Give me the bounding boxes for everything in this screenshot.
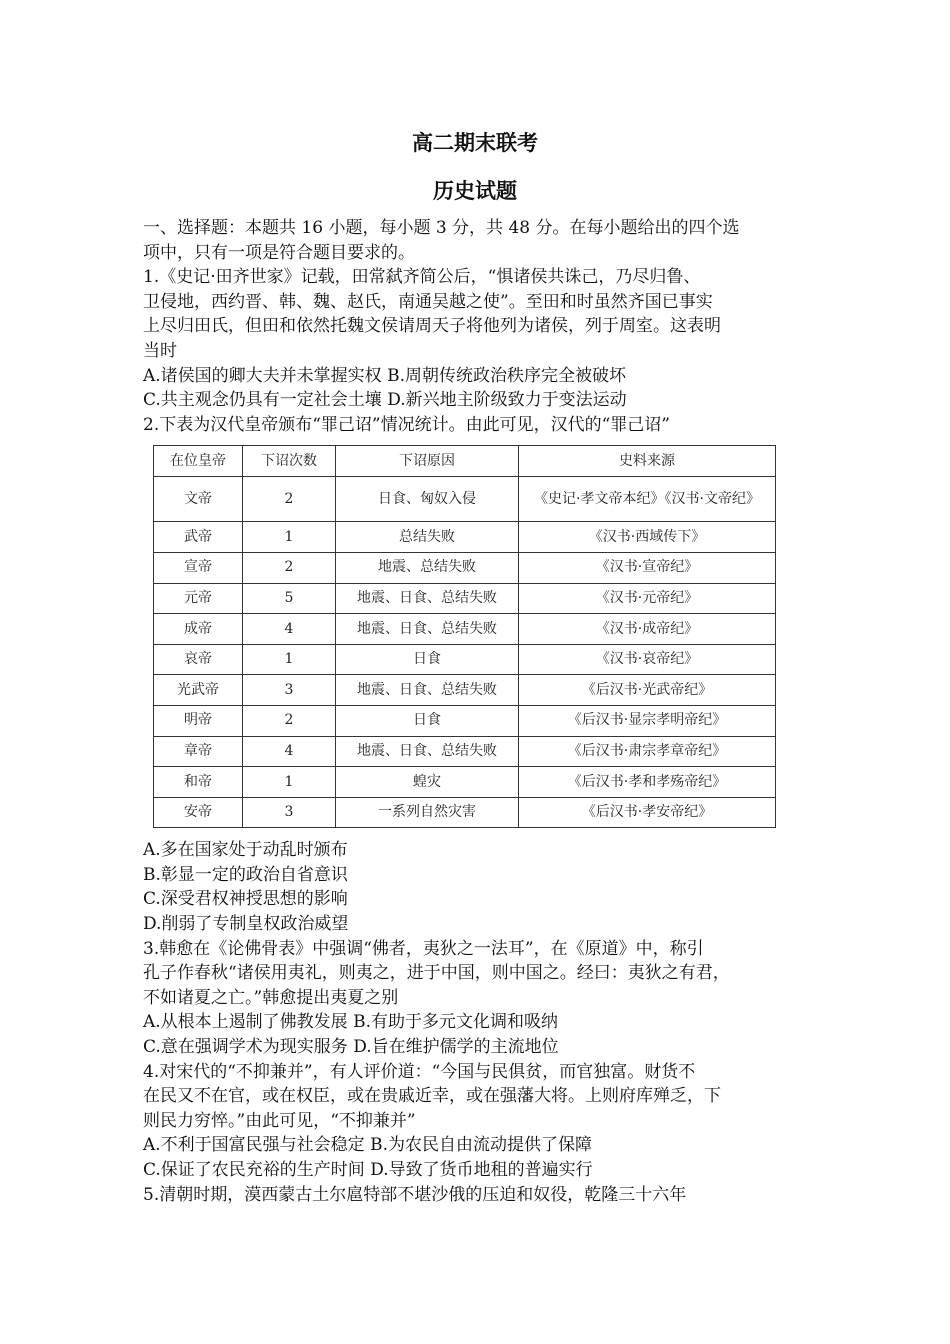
cell-count: 3	[243, 797, 336, 828]
cell-source: 《汉书·宣帝纪》	[519, 552, 776, 583]
exam-title: 高二期末联考	[412, 130, 538, 155]
header-emperor: 在位皇帝	[154, 446, 243, 477]
cell-emperor: 和帝	[154, 767, 243, 798]
cell-source: 《后汉书·显宗孝明帝纪》	[519, 705, 776, 736]
cell-source: 《后汉书·孝安帝纪》	[519, 797, 776, 828]
table-row	[154, 736, 776, 767]
cell-emperor: 安帝	[154, 797, 243, 828]
q2-option-line: A.多在国家处于动乱时颁布	[143, 840, 348, 861]
cell-source: 《汉书·西域传下》	[519, 522, 776, 553]
header-source: 史料来源	[519, 446, 776, 477]
q3-option-line: C.意在强调学术为现实服务 D.旨在维护儒学的主流地位	[143, 1037, 559, 1058]
q4-stem-line: 在民又不在官，或在权臣，或在贵戚近幸，或在强藩大将。上则府库殚乏，下	[143, 1086, 721, 1107]
section-intro-line: 项中，只有一项是符合题目要求的。	[143, 242, 415, 263]
exam-subtitle: 历史试题	[433, 178, 517, 203]
q4-stem-line: 则民力穷悴。”由此可见，“不抑兼并”	[143, 1110, 416, 1131]
q4-option-line: C.保证了农民充裕的生产时间 D.导致了货币地租的普遍实行	[143, 1160, 593, 1180]
table-row	[154, 675, 776, 706]
table-row	[154, 477, 776, 522]
cell-reason: 日食	[336, 705, 519, 736]
cell-count: 3	[243, 675, 336, 706]
cell-reason: 一系列自然灾害	[336, 797, 519, 828]
cell-source: 《后汉书·孝和孝殇帝纪》	[519, 767, 776, 798]
table-row	[154, 705, 776, 736]
cell-emperor: 元帝	[154, 583, 243, 614]
cell-emperor: 武帝	[154, 522, 243, 553]
cell-count: 4	[243, 614, 336, 645]
cell-emperor: 光武帝	[154, 675, 243, 706]
cell-reason: 总结失败	[336, 522, 519, 553]
table-row	[154, 583, 776, 614]
q4-stem-line: 4.对宋代的“不抑兼并”，有人评价道：“今国与民俱贫，而官独富。财货不	[143, 1061, 696, 1082]
q3-stem-line: 孔子作春秋“诸侯用夷礼，则夷之，进于中国，则中国之。经曰：夷狄之有君，	[143, 963, 730, 984]
q5-stem-line: 5.清朝时期，漠西蒙古土尔扈特部不堪沙俄的压迫和奴役，乾隆三十六年	[143, 1184, 687, 1205]
cell-count: 2	[243, 705, 336, 736]
cell-reason: 日食、匈奴入侵	[336, 477, 519, 522]
q2-option-line: D.削弱了专制皇权政治威望	[143, 914, 349, 935]
q3-stem-line: 3.韩愈在《论佛骨表》中强调“佛者，夷狄之一法耳”，在《原道》中，称引	[143, 938, 704, 959]
q1-stem-line: 当时	[143, 340, 177, 361]
q3-option-line: A.从根本上遏制了佛教发展 B.有助于多元文化调和吸纳	[143, 1012, 558, 1033]
table-row	[154, 797, 776, 828]
cell-source: 《汉书·哀帝纪》	[519, 644, 776, 675]
q1-stem-line: 1.《史记·田齐世家》记载，田常弑齐简公后，“惧诸侯共诛己，乃尽归鲁、	[143, 267, 701, 288]
q2-option-line: B.彰显一定的政治自省意识	[143, 864, 348, 885]
cell-source: 《后汉书·肃宗孝章帝纪》	[519, 736, 776, 767]
cell-emperor: 文帝	[154, 477, 243, 522]
cell-reason: 地震、总结失败	[336, 552, 519, 583]
cell-reason: 蝗灾	[336, 767, 519, 798]
cell-source: 《后汉书·光武帝纪》	[519, 675, 776, 706]
cell-source: 《汉书·元帝纪》	[519, 583, 776, 614]
cell-count: 2	[243, 477, 336, 522]
table-header-row	[154, 446, 776, 477]
q2-option-line: C.深受君权神授思想的影响	[143, 889, 348, 910]
cell-source: 《史记·孝文帝本纪》《汉书·文帝纪》	[519, 477, 776, 522]
cell-emperor: 哀帝	[154, 644, 243, 675]
cell-count: 2	[243, 552, 336, 583]
q2-stem-line: 2.下表为汉代皇帝颁布“罪己诏”情况统计。由此可见，汉代的“罪己诏”	[143, 414, 670, 435]
q1-option-line: A.诸侯国的卿大夫并未掌握实权 B.周朝传统政治秩序完全被破坏	[143, 365, 626, 386]
cell-reason: 地震、日食、总结失败	[336, 675, 519, 706]
q4-option-line: A.不利于国富民强与社会稳定 B.为农民自由流动提供了保障	[143, 1135, 592, 1156]
cell-count: 1	[243, 522, 336, 553]
exam-body	[143, 216, 813, 1207]
cell-count: 4	[243, 736, 336, 767]
header-count: 下诏次数	[243, 446, 336, 477]
table-row	[154, 614, 776, 645]
cell-emperor: 宣帝	[154, 552, 243, 583]
table-row	[154, 552, 776, 583]
cell-count: 5	[243, 583, 336, 614]
cell-reason: 地震、日食、总结失败	[336, 583, 519, 614]
q2-edict-table	[153, 445, 776, 828]
cell-emperor: 成帝	[154, 614, 243, 645]
table-row	[154, 767, 776, 798]
q1-option-line: C.共主观念仍具有一定社会土壤 D.新兴地主阶级致力于变法运动	[143, 390, 627, 411]
q3-stem-line: 不如诸夏之亡。”韩愈提出夷夏之别	[143, 987, 399, 1008]
cell-count: 1	[243, 644, 336, 675]
header-reason: 下诏原因	[336, 446, 519, 477]
cell-count: 1	[243, 767, 336, 798]
cell-reason: 地震、日食、总结失败	[336, 614, 519, 645]
table-row	[154, 522, 776, 553]
q1-stem-line: 卫侵地，西约晋、韩、魏、赵氏，南通吴越之使”。至田和时虽然齐国已事实	[143, 291, 713, 312]
table-row	[154, 644, 776, 675]
cell-reason: 地震、日食、总结失败	[336, 736, 519, 767]
section-intro-line: 一、选择题：本题共 16 小题，每小题 3 分，共 48 分。在每小题给出的四个选	[143, 218, 740, 238]
cell-emperor: 明帝	[154, 705, 243, 736]
cell-reason: 日食	[336, 644, 519, 675]
cell-emperor: 章帝	[154, 736, 243, 767]
cell-source: 《汉书·成帝纪》	[519, 614, 776, 645]
q1-stem-line: 上尽归田氏，但田和依然托魏文侯请周天子将他列为诸侯，列于周室。这表明	[143, 316, 721, 337]
